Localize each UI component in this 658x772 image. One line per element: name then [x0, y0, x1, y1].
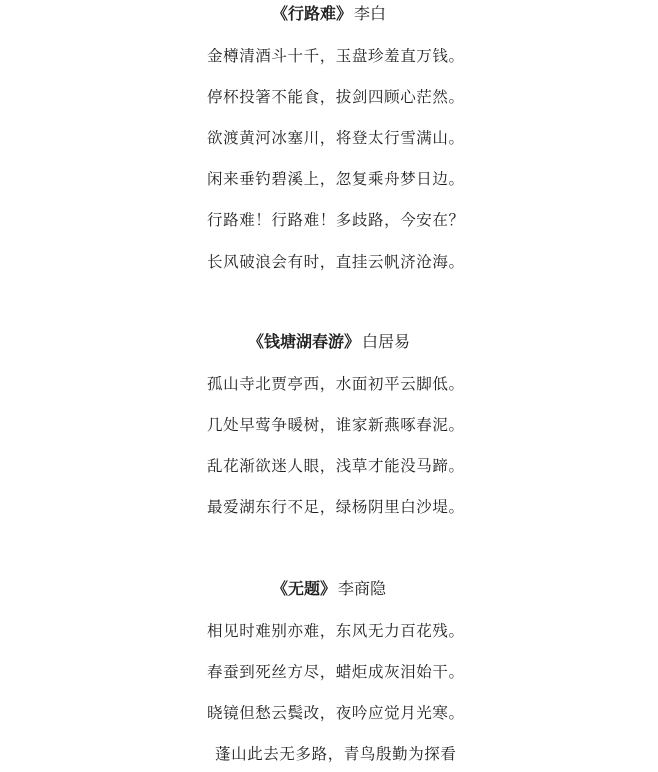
poem-title [0, 3, 658, 25]
poem-author: 白居易 [362, 332, 411, 351]
poem-line: 金樽清酒斗十千，玉盘珍羞直万钱。 [207, 47, 465, 65]
poem-line: 闲来垂钓碧溪上，忽复乘舟梦日边。 [207, 170, 465, 188]
poem-line: 欲渡黄河冰塞川，将登太行雪满山。 [207, 129, 465, 147]
poem-title [0, 578, 658, 600]
poem-line: 晓镜但愁云鬓改，夜吟应觉月光寒。 [207, 704, 465, 722]
poem-line: 最爱湖东行不足，绿杨阴里白沙堤。 [207, 498, 465, 516]
poem-title-text: 《行路难》 [271, 4, 352, 23]
poem-line: 孤山寺北贾亭西，水面初平云脚低。 [207, 375, 465, 393]
poem-title [0, 331, 658, 353]
poem-line: 春蚕到死丝方尽，蜡炬成灰泪始干。 [207, 663, 465, 681]
poem-title-text: 《钱塘湖春游》 [247, 332, 360, 351]
poem-author: 李商隐 [338, 579, 387, 598]
poem-line: 乱花渐欲迷人眼，浅草才能没马蹄。 [207, 457, 465, 475]
poem-line: 停杯投箸不能食，拔剑四顾心茫然。 [207, 88, 465, 106]
poem-line: 几处早莺争暖树，谁家新燕啄春泥。 [207, 416, 465, 434]
poem-author: 李白 [354, 4, 387, 23]
poem-line: 蓬山此去无多路，青鸟殷勤为探看 [215, 745, 457, 763]
poem-line: 长风破浪会有时，直挂云帆济沧海。 [207, 253, 465, 271]
poem-line: 相见时难别亦难，东风无力百花残。 [207, 622, 465, 640]
poem-line: 行路难！行路难！多歧路，今安在？ [207, 211, 465, 229]
poem-title-text: 《无题》 [271, 579, 336, 598]
